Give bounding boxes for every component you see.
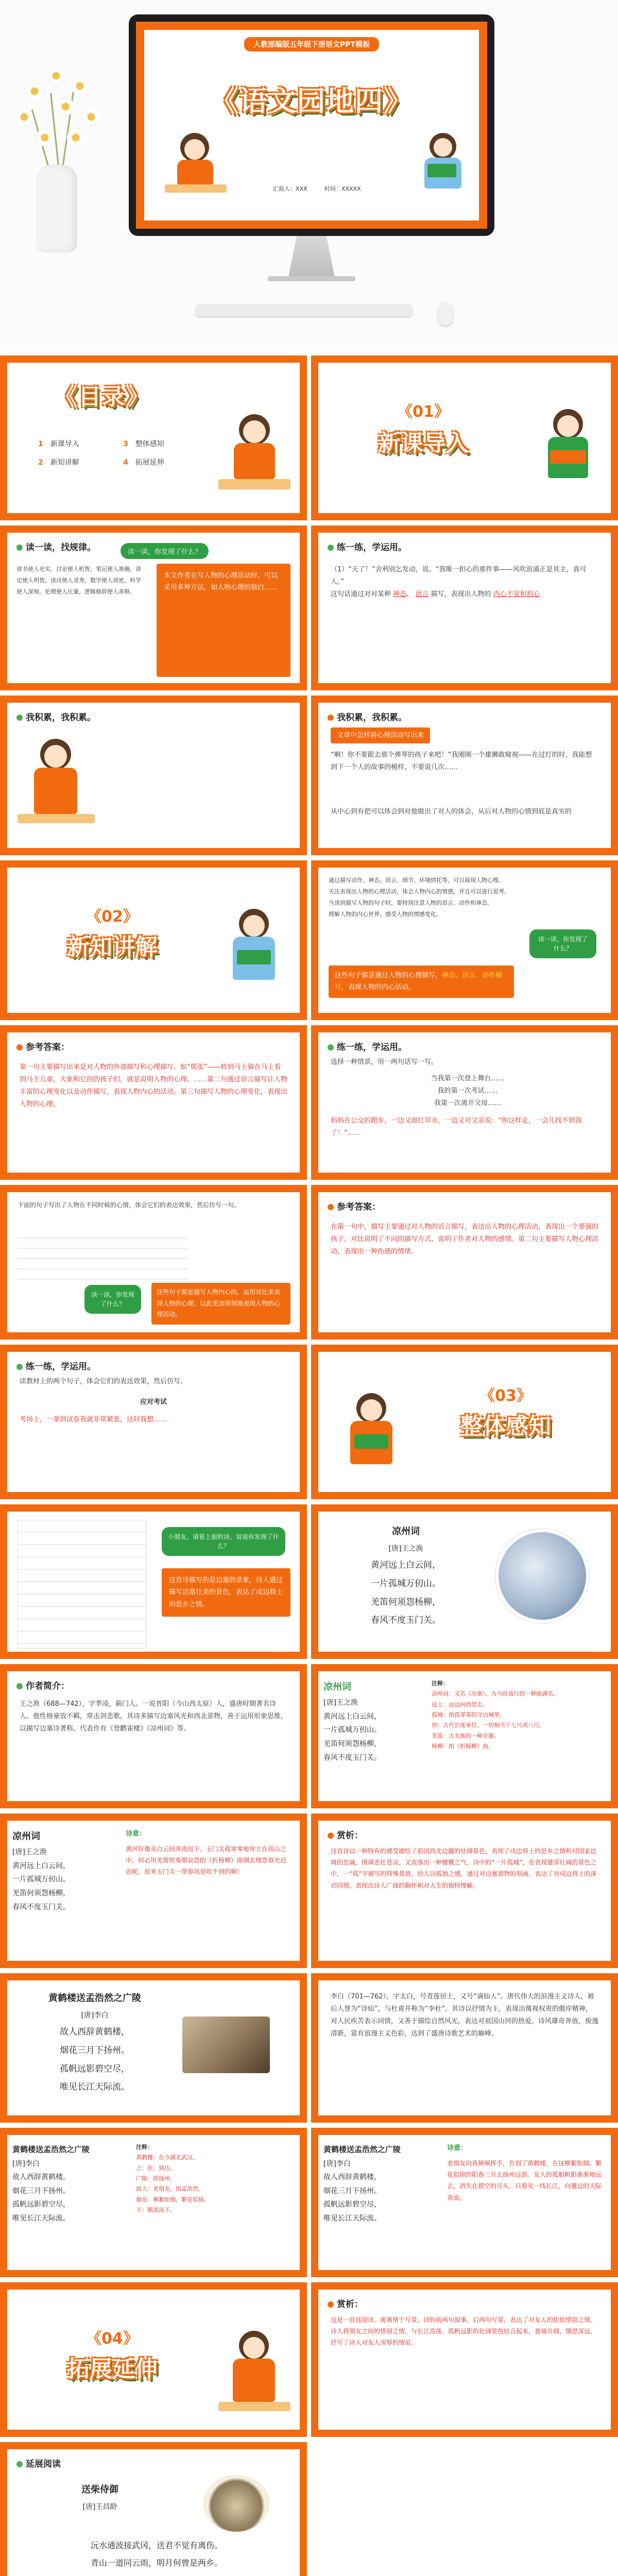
header-text: 练一练，学运用。 xyxy=(337,543,407,553)
reference-text: 第一句主要描写出来是对人物的外部描写和心理描写。如“慌张”——转到马上骑在马上看到马王儿童，大象和它的的孩子们，就是说明人物的心理。……第二句通过语言描写让人物丰富的心理变化以及动作描写，表现人物内心的活动。第三句描写人物的心理变化，表现出人物的心理。 xyxy=(20,1063,288,1109)
poem-line: 唯见长江天际流。 xyxy=(323,2214,381,2223)
slide-notes-1 xyxy=(311,1664,618,1808)
poem-line: 故人西辞黄鹤楼， xyxy=(60,2027,130,2038)
slide-header xyxy=(16,1359,96,1372)
meaning-label: 诗意： xyxy=(447,2144,468,2152)
section-number: 《01》 xyxy=(397,403,450,421)
poem-line: 一片孤城万仞山。 xyxy=(371,1578,441,1589)
tip-item: 通过描写动作、神态、语言、细节、环境烘托等，可以展现人物心理。 xyxy=(329,877,504,884)
poem-line: 春风不度玉门关。 xyxy=(323,1753,381,1762)
poem-line: 青山一道同云雨，明月何曾是两乡。 xyxy=(90,2557,222,2568)
section-title: 整体感知 xyxy=(460,1413,551,1439)
choice-item: 当我第一次登上舞台…… xyxy=(431,1075,505,1082)
bullet-icon xyxy=(16,1364,23,1370)
poem xyxy=(23,2480,177,2515)
poem xyxy=(339,1522,473,1630)
explanation-box: 本文作者在写人物的心理活动时，可以采用多种方法，如人物心理的独白…… xyxy=(157,564,290,677)
tip-item: 关注表现出人物的心理活动，体会人物内心的情感，并且可以进行思考。 xyxy=(329,888,510,895)
poem-line: 黄河远上白云间， xyxy=(371,1560,441,1571)
student-illustration xyxy=(218,414,290,507)
monitor xyxy=(129,14,494,236)
poem-title: 凉州词 xyxy=(392,1526,420,1537)
toc-title: 《目录》 xyxy=(55,384,149,410)
notes-label: 注释： xyxy=(432,1680,449,1687)
bullet-icon xyxy=(16,1044,23,1050)
slide-header xyxy=(16,1040,70,1053)
note-item: 凉州词：又名《出塞》，为当时流行的一种曲调名。 xyxy=(432,1690,559,1698)
note-item: 杨柳：指《折杨柳》曲。 xyxy=(432,1743,494,1750)
answer-fill-1: 神态 xyxy=(393,590,407,599)
slide-section-02 xyxy=(0,860,307,1020)
poem-title: 黄鹤楼送孟浩然之广陵 xyxy=(48,1993,141,2004)
poem-painting xyxy=(182,2016,270,2073)
slide-header xyxy=(16,1679,70,1691)
poem-line: 孤帆远影碧空尽， xyxy=(12,2200,70,2209)
slide-read-find-rule xyxy=(0,526,307,690)
slide-section-01 xyxy=(311,355,618,520)
toc-item[interactable]: 新课导入 xyxy=(50,440,79,448)
poem-author: [唐]王之涣 xyxy=(12,1848,47,1857)
poem-lines xyxy=(18,2537,296,2571)
essay-text: 考场上，一拿到试卷我就非常紧张，这时我想…… xyxy=(20,1416,167,1423)
poem-title: 凉州词 xyxy=(323,1682,351,1692)
poem-painting xyxy=(499,1532,586,1620)
practice-question: 读教材上的两个句子，体会它们的表达效果，然后仿写。 xyxy=(20,1378,187,1385)
poem-line: 一片孤城万仞山。 xyxy=(323,1726,381,1735)
vase xyxy=(36,165,77,252)
monitor-stand xyxy=(288,236,335,277)
toc-item[interactable]: 整体感知 xyxy=(135,440,164,448)
poem-line: 羌笛何须怨杨柳， xyxy=(323,1739,381,1748)
slide-header xyxy=(16,710,96,723)
hero-reporter: 汇报人：XXX xyxy=(273,185,307,192)
question-bubble: 小朋友，请看上面的诗，说说你发现了什么？ xyxy=(162,1527,285,1556)
practice-prompt: 这句话通过对对某种 xyxy=(331,590,391,599)
toc-item[interactable]: 新知讲解 xyxy=(50,459,79,467)
slide-author-2 xyxy=(311,1973,618,2123)
poem-author: [唐]王昌龄 xyxy=(82,2502,117,2511)
note-item: 孤城：指孤零零的守边城堡。 xyxy=(432,1711,505,1719)
note-item: 下：顺流而下。 xyxy=(136,2207,176,2214)
header-text: 参考答案： xyxy=(337,1202,381,1212)
answer-fill-3: 内心不安和担心 xyxy=(493,590,540,599)
notes-list xyxy=(136,2142,290,2215)
slide-analysis-2 xyxy=(311,2282,618,2437)
header-text: 作者简介： xyxy=(26,1681,70,1691)
note-item: 羌笛：古羌族的一种乐器。 xyxy=(432,1732,500,1739)
slide-poem-meaning-2 xyxy=(311,2128,618,2277)
student-illustration xyxy=(218,909,290,1007)
poem-author: [唐]李白 xyxy=(323,2159,351,2168)
student-illustration xyxy=(18,734,95,837)
reading-student-illustration xyxy=(412,133,474,205)
text-column: 读书使人充实，讨论使人机智，笔记使人准确，读史使人明智，读诗使人灵秀，数学使人周密，科学使人深刻，伦理使人庄重，逻辑修辞使人善辩。 xyxy=(16,566,141,595)
poem-line: 唯见长江天际流。 xyxy=(60,2082,130,2093)
sentence-lines xyxy=(18,1228,187,1280)
header-text: 赏析： xyxy=(337,1831,363,1841)
slide-tips xyxy=(311,860,618,1020)
note-item: 故人：老朋友，指孟浩然。 xyxy=(136,2185,204,2193)
choice-list xyxy=(390,1073,545,1110)
poem-author: [唐]李白 xyxy=(12,2159,40,2168)
quote-text: “啊！你不要跟去那个弹琴的孩子来吧！”我刚刚一个雄狮敢窥视——在过灯的时，我能想到下一个人的故事的模样，不要说几次…… xyxy=(331,751,592,772)
answer-fill-2: 语言 xyxy=(415,590,429,599)
poem-line: 烟花三月下扬州。 xyxy=(60,2045,130,2056)
analysis-text: 这首诗以一种特有的感受描绘了祖国西北边疆的壮阔景色，表现了戍边将士的思乡之情和对国家边境的忠诚，情调悲壮苍凉，又流落出一种慷慨之气，诗中的“一片孤城”，在表现雄浑壮阔的景色之中，一“孤”字描写的特殊景致，给人以孤独之感，通过对边塞景物的刻画，表达了对戍边将士的深切同情，表现出诗人广阔的胸怀和对人生的独特理解。 xyxy=(331,1848,597,1889)
slide-practice-2 xyxy=(311,1025,618,1180)
poem-line: 羌笛何须怨杨柳， xyxy=(371,1597,441,1607)
poem-painting xyxy=(203,2475,270,2532)
poem-line: 羌笛何须怨杨柳， xyxy=(12,1889,70,1897)
slide-notes-2 xyxy=(0,2128,307,2277)
header-text: 我积累，我积累。 xyxy=(337,713,407,723)
poem-line: 孤帆远影碧空尽， xyxy=(60,2063,130,2074)
note-item: 黄鹤楼：在今湖北武汉。 xyxy=(136,2154,198,2161)
practice-question: 选择一种情景，用一两句话写一写。 xyxy=(331,1058,438,1066)
choice-item: 我的第一次考试…… xyxy=(437,1087,498,1095)
bullet-icon xyxy=(328,1833,334,1839)
poem-title: 黄鹤楼送孟浩然之广陵 xyxy=(323,2145,401,2154)
bullet-icon xyxy=(16,545,23,551)
meaning-label: 诗意： xyxy=(126,1830,146,1838)
slide-practice-1 xyxy=(311,526,618,690)
slide-header xyxy=(328,1828,363,1841)
poem-line: 孤帆远影碧空尽， xyxy=(323,2200,381,2209)
question-bubble: 读一读，你发现了什么？ xyxy=(529,929,596,958)
question-bubble: 读一读，你发现了什么？ xyxy=(121,543,209,559)
analysis-text: 这是一首送别诗，寓离情于写景。诗的前两句叙事，后两句写景，表达了对友人的依依惜别之情。诗人将朋友之间的惜别之情，与长江浩荡、孤帆远影的壮阔景色结合起来，意境开阔，情思深远，抒写了诗人对友人深厚的情谊。 xyxy=(331,2316,597,2347)
student-illustration xyxy=(535,409,602,507)
slide-accumulate xyxy=(0,696,307,855)
poem-line: 春风不度玉门关。 xyxy=(371,1615,441,1626)
slide-header xyxy=(16,540,96,553)
slide-author-1 xyxy=(0,1664,307,1808)
mouse xyxy=(438,302,453,326)
meaning-text: 老朋友向我频频挥手，告别了黄鹤楼，在这柳絮如烟、繁花似锦的阳春三月去扬州远游。友人的孤船帆影渐渐地远去，消失在碧空的尽头，只看见一线长江，向邈远的天际奔流。 xyxy=(447,2160,602,2201)
student-illustration xyxy=(165,133,227,205)
meaning-text: 黄河好像从白云间奔流而下，玉门关孤零零地耸立在高山之中。何必用羌笛吹奏那哀怨的《折杨柳》曲调去埋怨春光迟迟呢，原来玉门关一带春风是吹不到的啊！ xyxy=(126,1845,287,1876)
author-bio: 李白（701—762），字太白，号青莲居士，又号“谪仙人”。唐代伟大的浪漫主义诗人，被后人誉为“诗仙”，与杜甫并称为“李杜”。其诗以抒情为主，表现出蔑视权贵的傲岸精神，对人民疾苦表示同情，又善于描绘自然风光，表达对祖国山河的热爱。诗风雄奇奔放，俊逸清新，富有浪漫主义色彩，达到了盛唐诗歌艺术的巅峰。 xyxy=(331,1993,599,2038)
slide-analysis-1 xyxy=(311,1814,618,1968)
poem-title: 黄鹤楼送孟浩然之广陵 xyxy=(12,2145,90,2154)
example-text: 妈妈在公交的跑步，一边又面红耳赤，一边又对父亲说：“你这样走，一会儿找不到我了！”…… xyxy=(331,1117,582,1138)
toc-list: 1 新课导入 3 整体感知 2 新知讲解 4 拓展延伸 xyxy=(38,440,164,467)
bullet-icon xyxy=(328,1204,334,1210)
slide-poem-meaning-1 xyxy=(0,1814,307,1968)
bullet-icon xyxy=(16,715,23,721)
slide-header xyxy=(16,2456,61,2469)
poem-title: 凉州词 xyxy=(12,1831,40,1842)
section-title: 新知讲解 xyxy=(67,934,158,960)
poem-line: 黄河远上白云间， xyxy=(323,1712,381,1721)
bullet-icon xyxy=(328,715,334,721)
monitor-screen xyxy=(136,22,487,229)
header-text: 延展阅读 xyxy=(26,2459,61,2469)
slide-header xyxy=(328,540,407,553)
practice-sentence: （1）“天了！”舍利别乞发动，说。“我唯一担心的那件事——风吹浪涌正是其主，真可人。” xyxy=(331,566,587,586)
slide-section-03 xyxy=(311,1345,618,1499)
header-text: 读一读，找规律。 xyxy=(26,543,96,553)
poem-line: 沅水通波接武冈，送君不觉有离伤。 xyxy=(90,2540,222,2550)
poem xyxy=(323,2142,437,2225)
essay-title: 应对考试 xyxy=(140,1398,167,1406)
note-item: 远上：远远向西望去。 xyxy=(432,1701,488,1708)
reference-text: 在第一句中，描写主要通过对人物的语言描写，表达出人物的心理活动，表现出一个要强的孩子。对比说明了不同的描写方式，说明了作者对人物的感情。第二句主要描写人物心理活动，表现出一种伤感的情绪。 xyxy=(331,1223,599,1256)
ending-text: 从中心到有把可以体会到对他做出了对人的体会，从后对人物的心情到底是真实的 xyxy=(331,808,572,816)
section-title: 新课导入 xyxy=(378,430,469,456)
slide-notebook xyxy=(0,1504,307,1659)
explanation-box: 这些句子都是描写人物内心的，运用对比来表现人物的心理，以此更加深刻地表现人物的心理活动。 xyxy=(151,1283,290,1325)
poem-author: [唐]李白 xyxy=(81,2011,109,2020)
slide-chart-sentences xyxy=(0,1185,307,1340)
instruction-text: 下面的句子写出了人物在不同时候的心情，体会它们的表达效果，然后仿写一句。 xyxy=(18,1201,241,1209)
summary-text: 这些句子都是通过人物的心理描写， xyxy=(335,972,442,979)
poem-line: 烟花三月下扬州。 xyxy=(323,2187,381,2195)
poem-line: 故人西辞黄鹤楼， xyxy=(323,2173,381,2182)
tip-item: 理解人物的内心世界，感受人物的情感变化。 xyxy=(329,911,442,918)
explanation-box: 这首诗描写的是边塞的景象，诗人通过描写边塞壮美的景色，表达了戍边将士的思乡之情。 xyxy=(162,1568,290,1617)
poem-line: 一片孤城万仞山。 xyxy=(12,1875,70,1884)
poem xyxy=(12,1828,115,1914)
monitor-base xyxy=(268,276,355,281)
slide-toc xyxy=(0,355,307,520)
slide-practice-3 xyxy=(0,1345,307,1499)
notebook-image xyxy=(18,1520,146,1649)
slide-section-04 xyxy=(0,2282,307,2437)
slide-poem-2 xyxy=(0,1973,307,2123)
slide-header xyxy=(328,2297,363,2310)
slide-poem-1 xyxy=(311,1504,618,1659)
toc-item[interactable]: 拓展延伸 xyxy=(135,459,164,467)
section-title: 拓展延伸 xyxy=(67,2356,158,2382)
tip-item: 当读到描写人物的句子时，要特别注意人物的语言、动作和神态。 xyxy=(329,900,493,906)
choice-item: 我第一次离开父母…… xyxy=(434,1099,501,1108)
header-text: 赏析： xyxy=(337,2299,363,2310)
slide-header xyxy=(328,710,407,723)
hero-title: 《语文园地四》 xyxy=(211,85,413,117)
summary-box xyxy=(329,965,514,998)
hero-mockup xyxy=(0,0,618,350)
poem-author: [唐]王之涣 xyxy=(388,1544,423,1553)
poem-title: 送柴侍御 xyxy=(81,2484,118,2495)
summary-tail: 表现人物的内心活动。 xyxy=(348,984,416,992)
hero-time: 时间：XXXXX xyxy=(324,185,361,192)
flower-vase-decoration xyxy=(5,62,108,175)
section-number: 《04》 xyxy=(86,2330,139,2348)
header-text: 练一练，学运用。 xyxy=(26,1362,96,1372)
note-item: 广陵：即扬州。 xyxy=(136,2175,176,2182)
student-illustration xyxy=(218,2331,290,2429)
practice-prompt-tail: 描写，表现出人物的 xyxy=(431,590,491,599)
header-text: 练一练，学运用。 xyxy=(337,1042,407,1053)
bullet-icon xyxy=(328,545,334,551)
summary-highlight: 神态、语言、动作描写， xyxy=(335,972,503,992)
poem-line: 烟花三月下扬州。 xyxy=(12,2187,70,2195)
bullet-icon xyxy=(16,2461,23,2467)
note-item: 烟花：柳絮如烟，繁花似锦。 xyxy=(136,2196,210,2203)
slide-header xyxy=(328,1199,381,1212)
poem xyxy=(323,1679,426,1765)
author-bio: 王之涣（688—742），字季凌，蓟门人。一说晋阳（今山西太原）人，盛唐时期著名诗人。他性格豪放不羁，常击剑悲歌，其诗多描写边塞风光和西北景物，善于运用形象思维，以描写边塞诗著称。代表作有《登鹳雀楼》《凉州词》等。 xyxy=(20,1700,288,1733)
hero-subtitle: 人教部编版五年级下册语文PPT模板 xyxy=(244,37,379,52)
label-box: 文章中怎样将心理活动写出来 xyxy=(331,727,430,743)
slide-reference-1 xyxy=(0,1025,307,1180)
poem-line: 故人西辞黄鹤楼， xyxy=(12,2173,70,2182)
poem xyxy=(23,1989,167,2097)
header-text: 参考答案： xyxy=(26,1042,70,1053)
bullet-icon xyxy=(16,1683,23,1689)
notes-list xyxy=(432,1679,607,1752)
slide-header xyxy=(328,1040,407,1053)
header-text: 我积累，我积累。 xyxy=(26,713,96,723)
notes-label: 注释： xyxy=(136,2144,153,2150)
poem-author: [唐]王之涣 xyxy=(323,1699,358,1707)
slide-extended-reading xyxy=(0,2442,307,2576)
poem-line: 唯见长江天际流。 xyxy=(12,2214,70,2223)
slide-think xyxy=(311,696,618,855)
note-item: 之：往，到达。 xyxy=(136,2164,176,2172)
poem-line: 春风不度玉门关。 xyxy=(12,1903,70,1911)
question-bubble: 读一读，你发现了什么？ xyxy=(84,1285,141,1314)
practice-text: （1）“天了！”舍利别乞发动，说。“我唯一担心的那件事——风吹浪涌正是其主，真可人。” 这句话通过对对某种 神态、 语言 描写，表现出人物的 内心不安和担心 xyxy=(331,566,587,599)
student-illustration xyxy=(334,1393,411,1491)
poem xyxy=(12,2142,126,2225)
slide-reference-2 xyxy=(311,1185,618,1340)
section-number: 《02》 xyxy=(86,908,139,926)
tips-list xyxy=(329,875,514,920)
bullet-icon xyxy=(328,1044,334,1050)
bullet-icon xyxy=(328,2301,334,2308)
section-number: 《03》 xyxy=(479,1387,532,1405)
keyboard xyxy=(196,304,412,316)
poem-line: 黄河远上白云间， xyxy=(12,1861,70,1870)
note-item: 仞：古代长度单位，一仞相当于七尺或八尺。 xyxy=(432,1722,545,1729)
